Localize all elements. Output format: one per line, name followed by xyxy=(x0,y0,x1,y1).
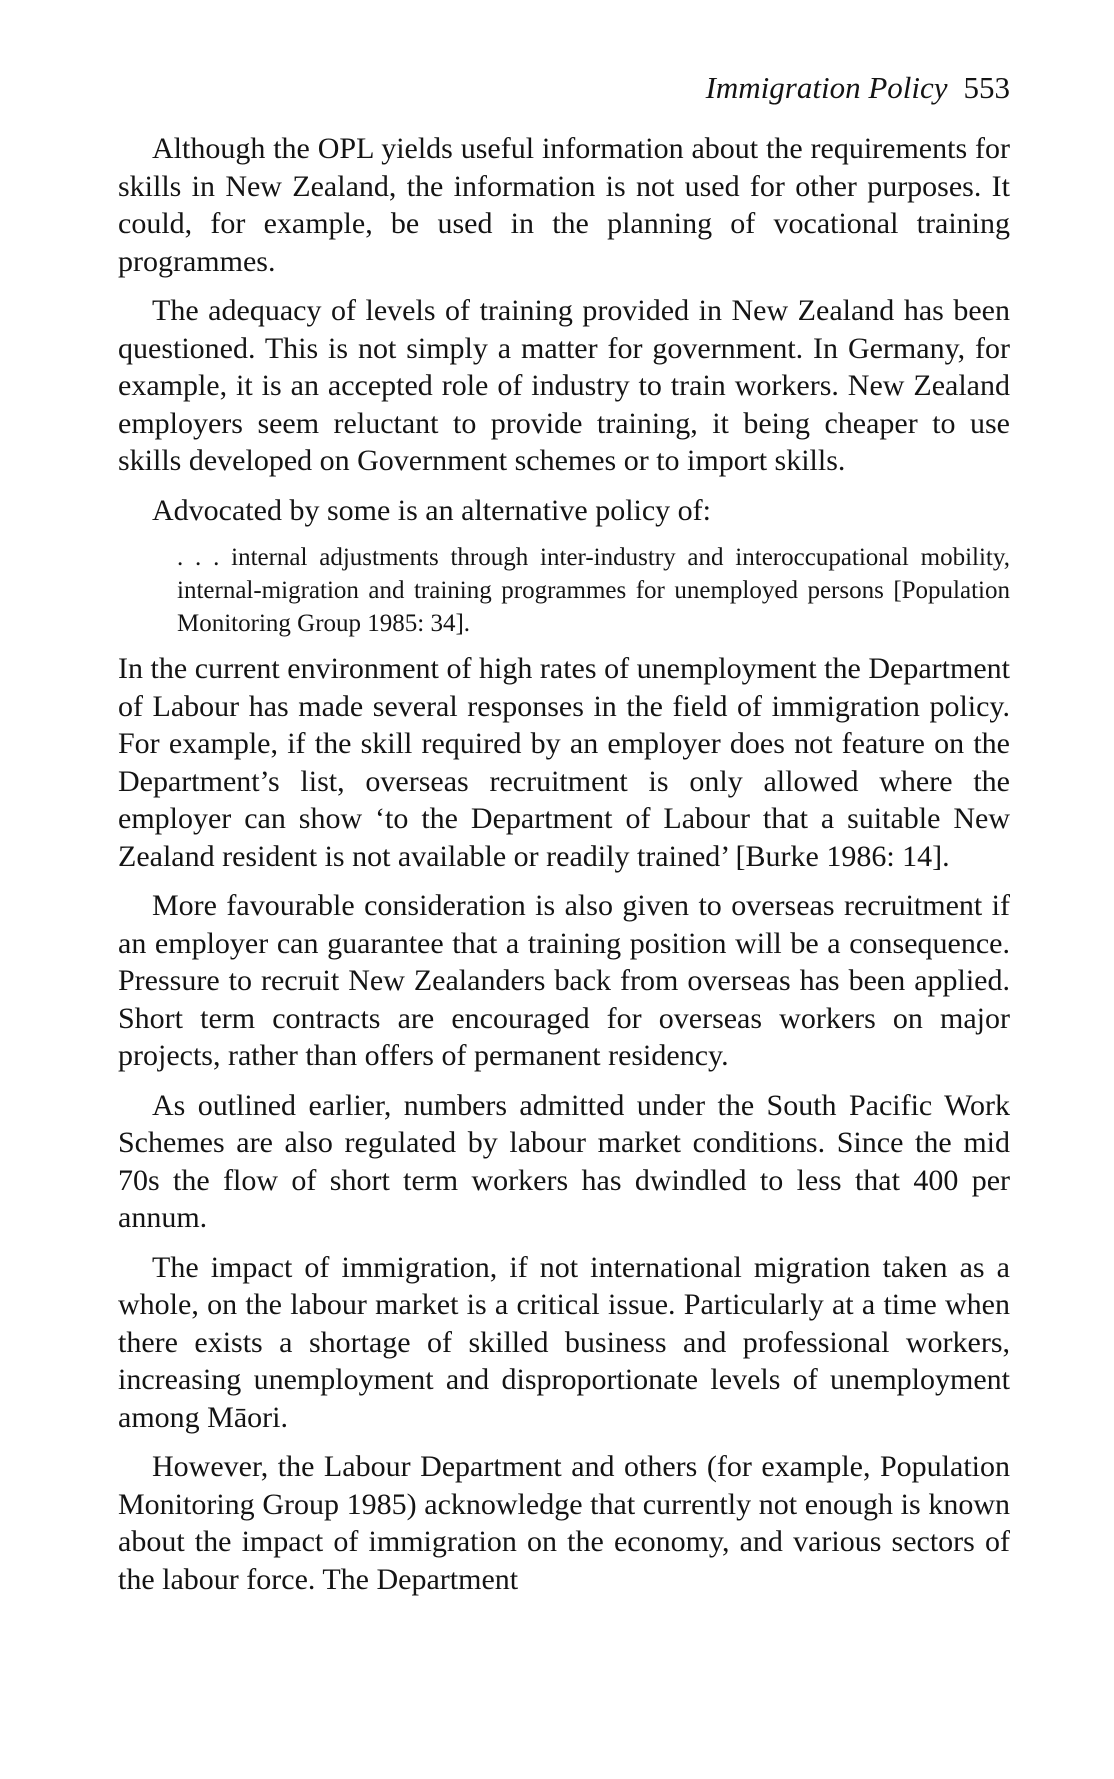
paragraph-opl-information: Although the OPL yields useful information about the requirements for skills in New Zealand, the information is not used for other purposes. It could, for example, be used in the planning of vocational training programmes. xyxy=(118,132,1010,278)
page-number: 553 xyxy=(963,70,1010,105)
running-head xyxy=(706,68,1010,108)
paragraph-impact-of-immigration: The impact of immigration, if not international migration taken as a whole, on the labour market is a critical issue. Particularly at a time when there exists a shortage of skilled business and professional workers, increasing unemployment and disproportionate levels of unemployment among Māori. xyxy=(118,1250,1010,1434)
paragraph-department-responses: In the current environment of high rates of unemployment the Department of Labour has made several responses in the field of immigration policy. For example, if the skill required by an employer does not feature on the Department’s list, overseas recruitment is only allowed where the employer can show ‘to the Department of Labour that a suitable New Zealand resident is not available or readily trained’ [Burke 1986: 14]. xyxy=(118,652,1010,873)
block-quote: . . . internal adjustments through inter-industry and interoccupational mobility, internal-migration and training programmes for unemployed persons [Population Monitoring Group 1985: 34]. xyxy=(177,544,1010,637)
paragraph-not-enough-known: However, the Labour Department and others (for example, Population Monitoring Group 1985) acknowledge that currently not enough is known about the impact of immigration on the economy, and various sectors of the labour force. The Department xyxy=(118,1450,1010,1596)
paragraph-favourable-consideration: More favourable consideration is also given to overseas recruitment if an employer can guarantee that a training position will be a consequence. Pressure to recruit New Zealanders back from overseas has been applied. Short term contracts are encouraged for overseas workers on major projects, rather than offers of permanent residency. xyxy=(118,889,1010,1072)
paragraph-south-pacific-schemes: As outlined earlier, numbers admitted under the South Pacific Work Schemes are also regulated by labour market conditions. Since the mid 70s the flow of short term workers has dwindled to less that 400 per annum. xyxy=(118,1088,1010,1234)
running-title: Immigration Policy xyxy=(705,70,948,105)
paragraph-alternative-policy: Advocated by some is an alternative policy of: xyxy=(152,493,711,527)
body-text xyxy=(118,130,1010,1610)
paragraph-training-adequacy: The adequacy of levels of training provided in New Zealand has been questioned. This is not simply a matter for government. In Germany, for example, it is an accepted role of industry to train workers. New Zealand employers seem reluctant to provide training, it being cheaper to use skills developed on Government schemes or to import skills. xyxy=(118,294,1010,477)
